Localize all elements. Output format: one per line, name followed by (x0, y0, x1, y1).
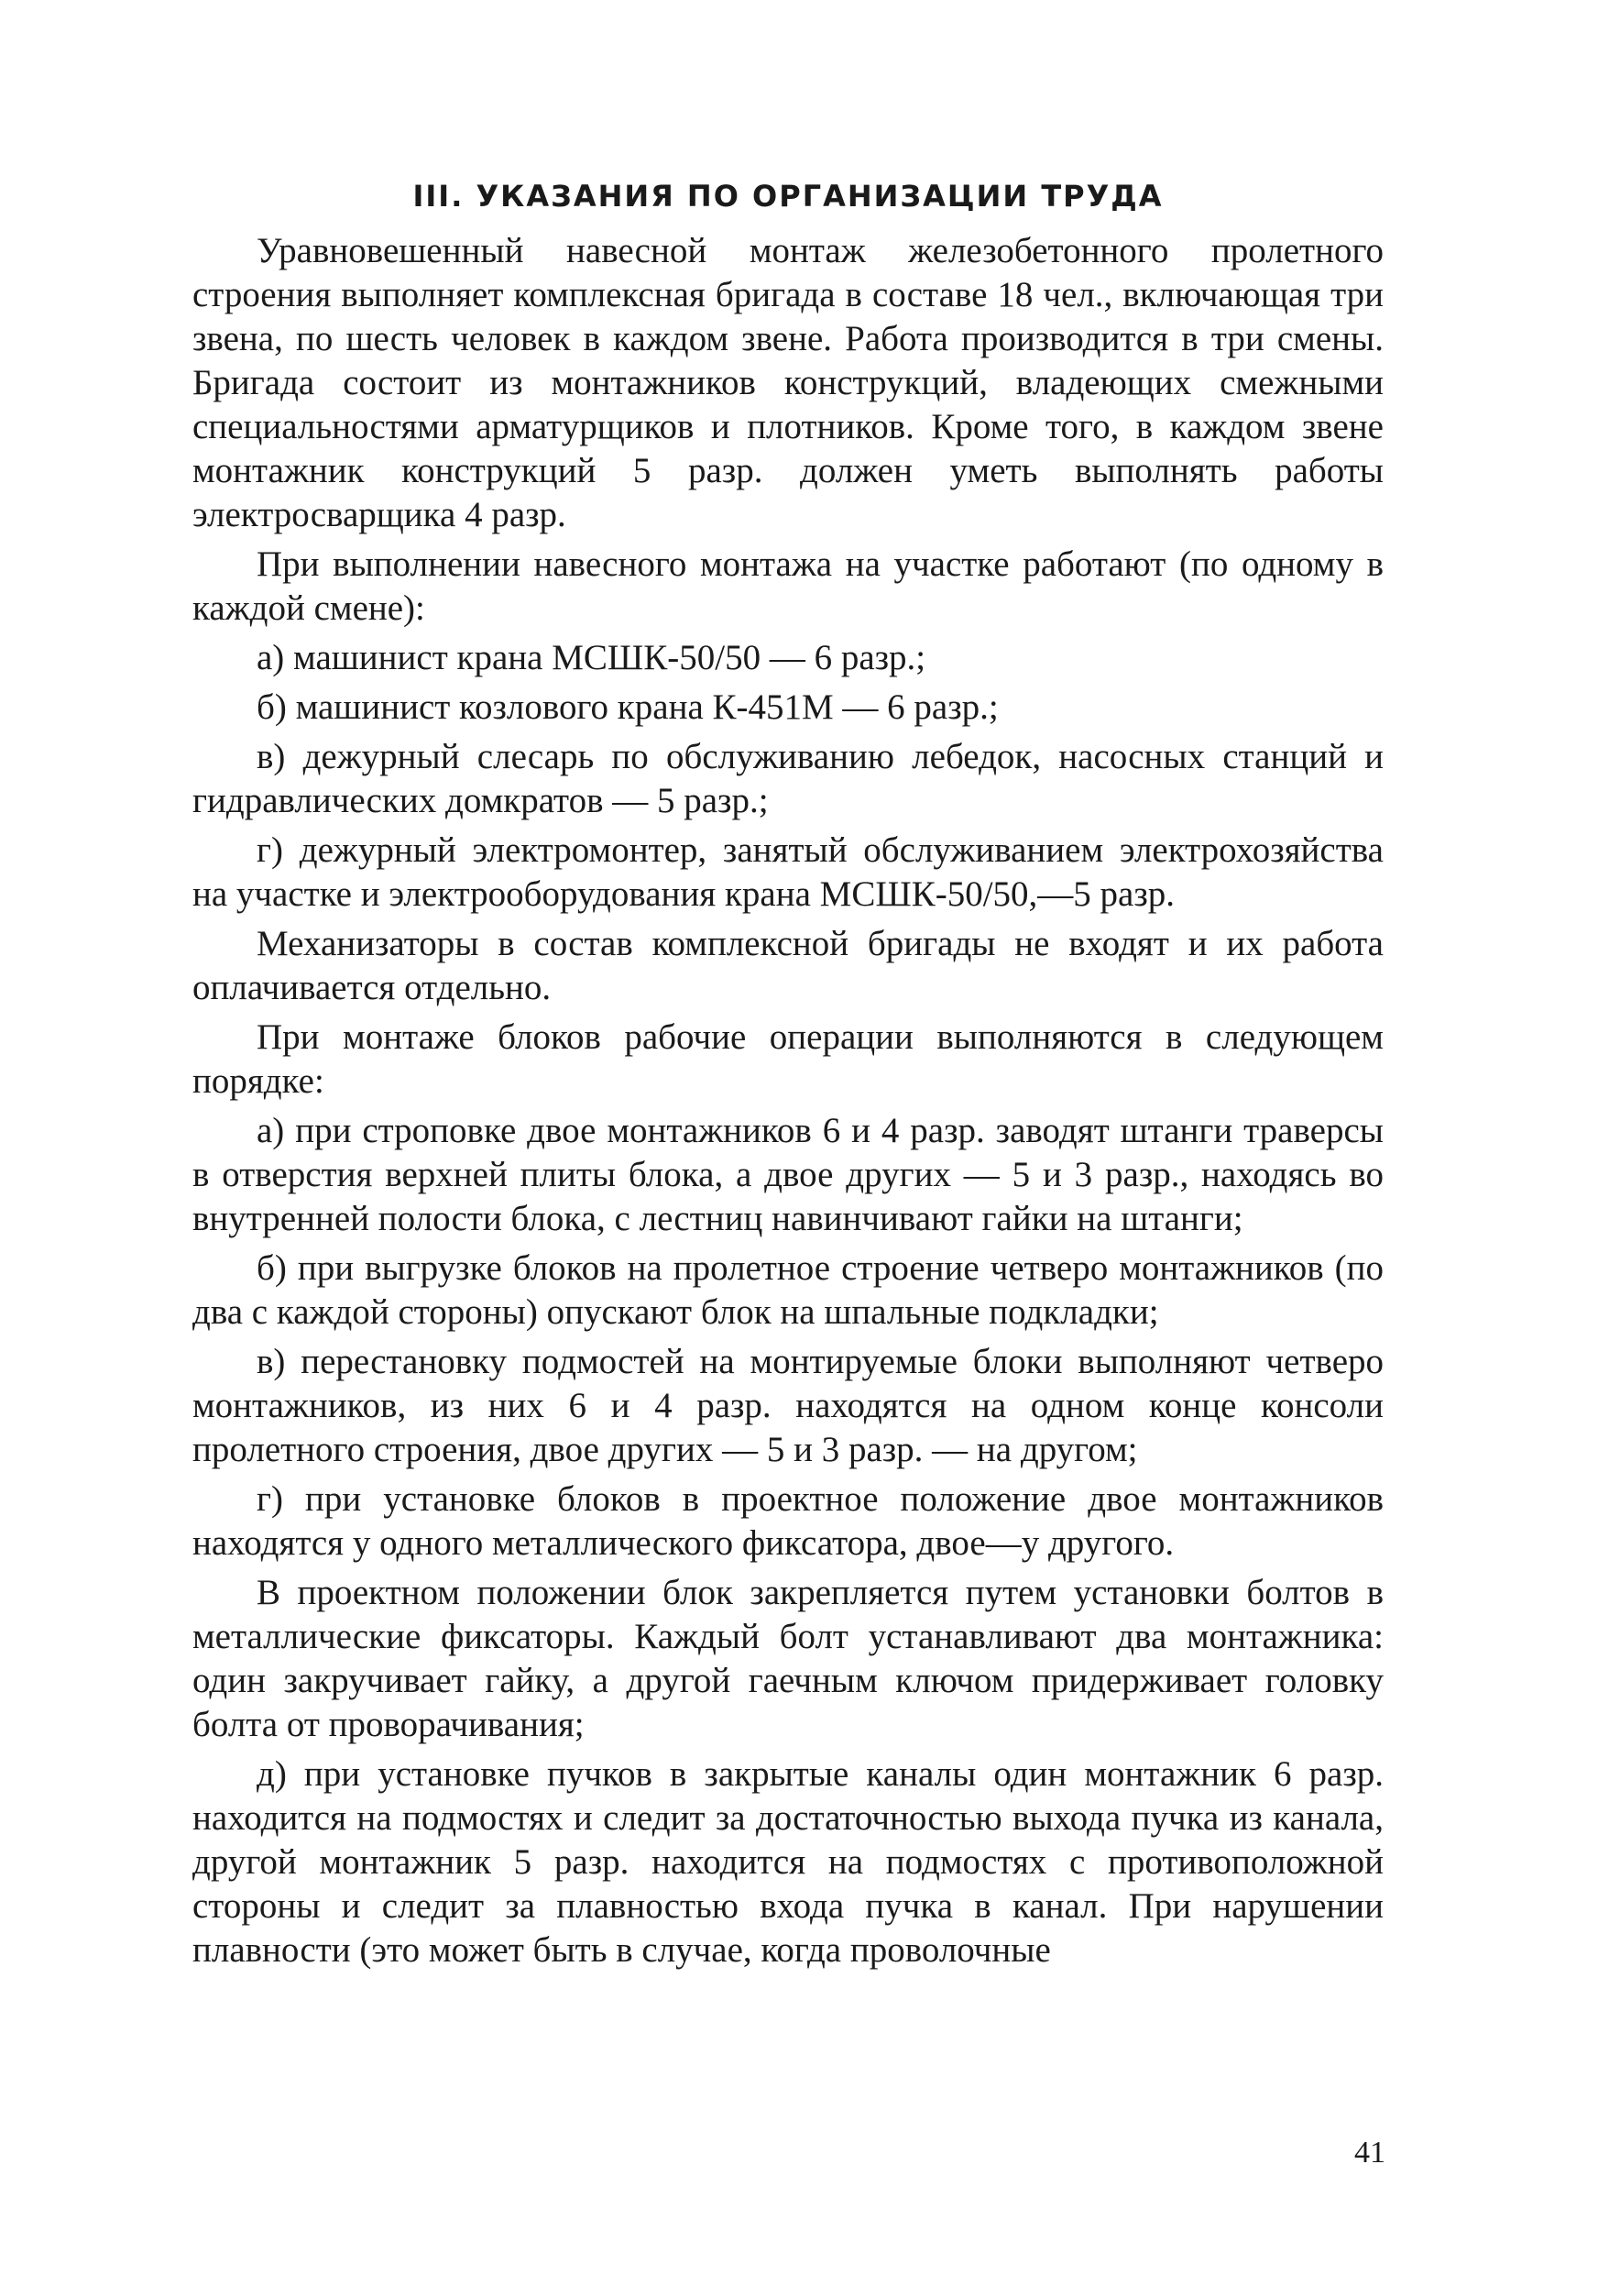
list-item: а) машинист крана МСШК-50/50 — 6 разр.; (257, 638, 926, 677)
list-item: б) при выгрузке блоков на пролетное строение четверо монтажников (по два с каждой стороны) опускают блок на шпальные подкладки; (192, 1248, 1384, 1332)
paragraph: При монтаже блоков рабочие операции выполняются в следующем порядке: (192, 1017, 1384, 1101)
list-item: в) дежурный слесарь по обслуживанию лебедок, насосных станций и гидравлических домкратов — 5 разр.; (192, 737, 1384, 820)
list-item: а) при строповке двое монтажников 6 и 4 разр. заводят штанги траверсы в отверстия верхней плиты блока, а двое других — 5 и 3 разр., находясь во внутренней полости блока, с лестниц навинчивают гайки на штанги; (192, 1111, 1384, 1238)
section-title: III. УКАЗАНИЯ ПО ОРГАНИЗАЦИИ ТРУДА (412, 179, 1164, 214)
list-item: г) при установке блоков в проектное положение двое монтажников находятся у одного металлического фиксатора, двое—у другого. (192, 1479, 1384, 1563)
list-item: д) при установке пучков в закрытые каналы один монтажник 6 разр. находится на подмостях и следит за достаточностью выхода пучка из канала, другой монтажник 5 разр. находится на подмостях с противоположной стороны и следит за плавностью входа пучка в канал. При нарушении плавности (это может быть в случае, когда проволочные (192, 1754, 1384, 1970)
page-body (192, 174, 1384, 1978)
paragraph: При выполнении навесного монтажа на участке работают (по одному в каждой смене): (192, 544, 1384, 628)
list-item: б) машинист козлового крана К-451М — 6 разр.; (257, 687, 999, 727)
list-item: в) перестановку подмостей на монтируемые блоки выполняют четверо монтажников, из них 6 и 4 разр. находятся на одном конце консоли пролетного строения, двое других — 5 и 3 разр. — на другом; (192, 1342, 1384, 1469)
paragraph: Уравновешенный навесной монтаж железобетонного пролетного строения выполняет комплексная бригада в составе 18 чел., включающая три звена, по шесть человек в каждом звене. Работа производится в три смены. Бригада состоит из монтажников конструкций, владеющих смежными специальностями арматурщиков и плотников. Кроме того, в каждом звене монтажник конструкций 5 разр. должен уметь выполнять работы электросварщика 4 разр. (192, 231, 1384, 534)
paragraph: Механизаторы в состав комплексной бригады не входят и их работа оплачивается отдельно. (192, 924, 1384, 1007)
paragraph: В проектном положении блок закрепляется путем установки болтов в металлические фиксаторы. Каждый болт устанавливают два монтажника: один закручивает гайку, а другой гаечным ключом придерживает головку болта от проворачивания; (192, 1573, 1384, 1744)
page-number: 41 (1354, 2136, 1385, 2170)
list-item: г) дежурный электромонтер, занятый обслуживанием электрохозяйства на участке и электрооборудования крана МСШК-50/50,—5 разр. (192, 830, 1384, 914)
